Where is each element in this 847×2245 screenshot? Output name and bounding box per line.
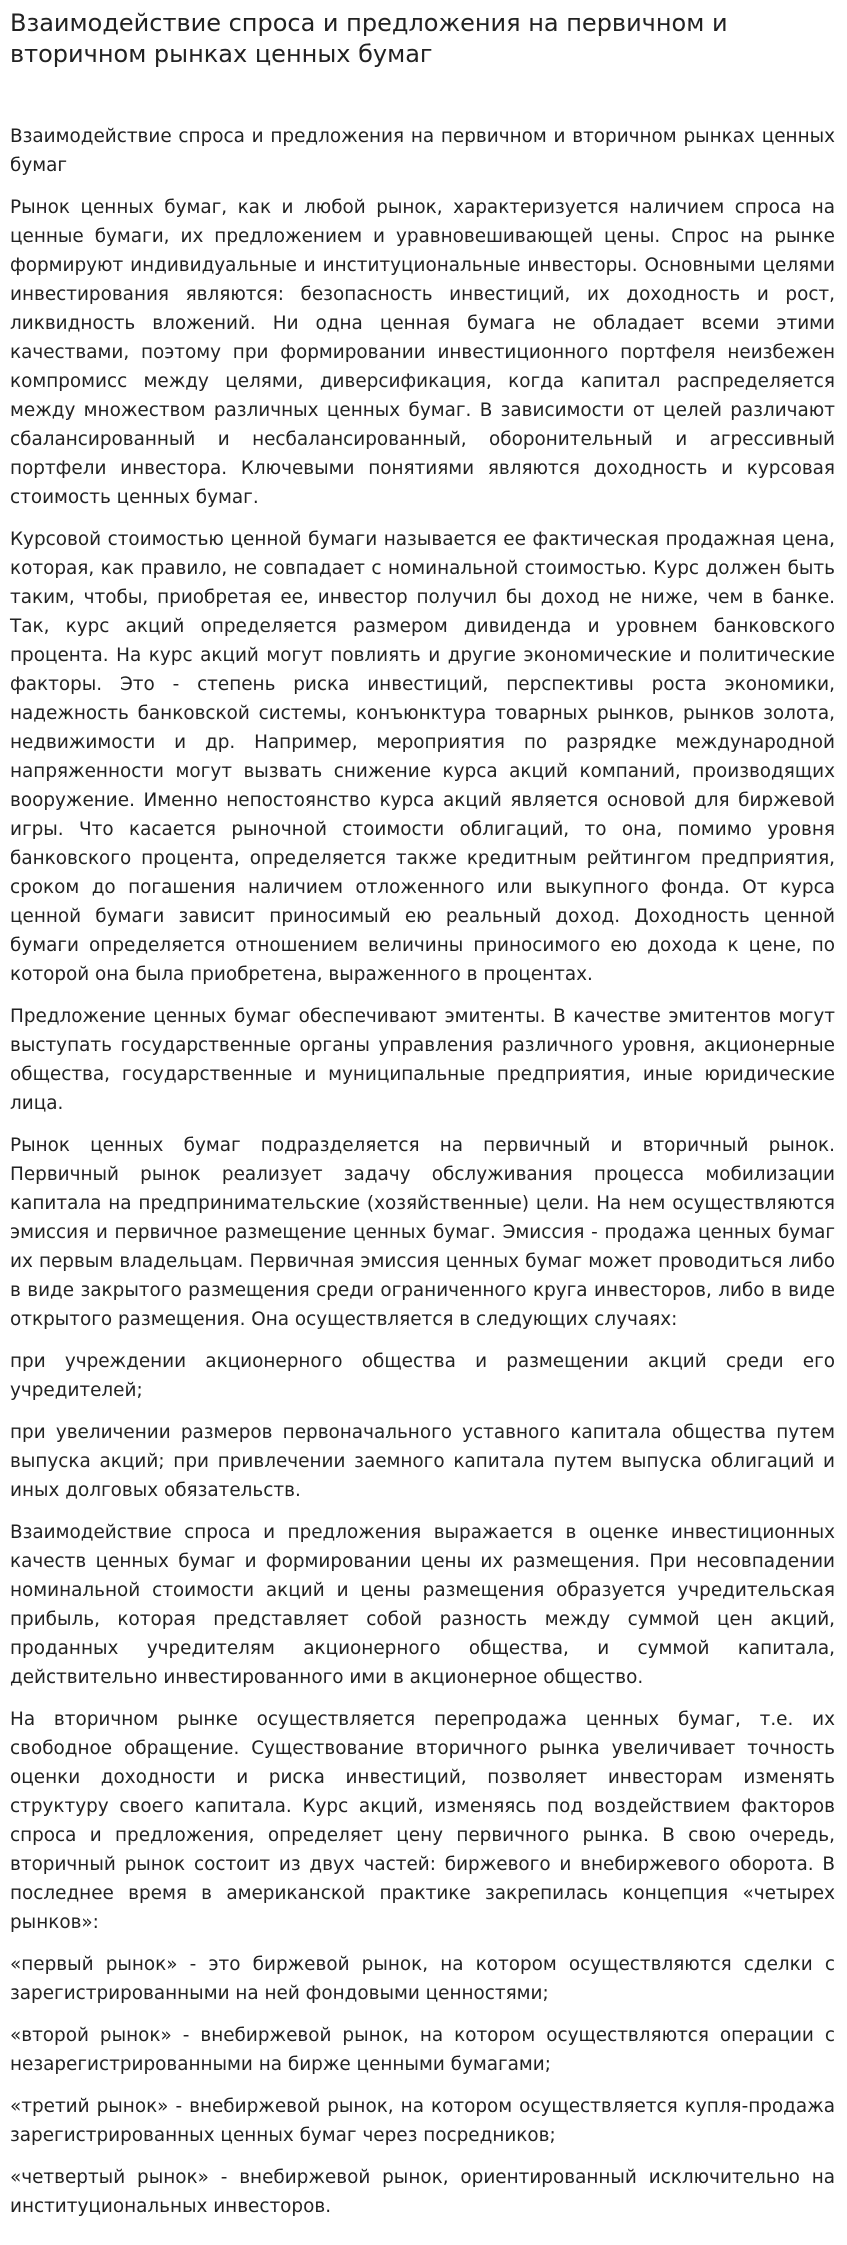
list-item-capital-increase: при увеличении размеров первоначального уставного капитала общества путем выпуска акций; при привлечении заемного капитала путем выпуска облигаций и иных долговых обязательств. <box>10 1422 835 1501</box>
paragraph-supply: Предложение ценных бумаг обеспечивают эмитенты. В качестве эмитентов могут выступать государственные органы управления различного уровня, акционерные общества, государственные и муниципальные предприятия, иные юридические лица. <box>10 1006 835 1114</box>
article-body <box>10 122 835 2221</box>
subtitle-paragraph: Взаимодействие спроса и предложения на первичном и вторичном рынках ценных бумаг <box>10 126 835 176</box>
list-item-first-market: «первый рынок» - это биржевой рынок, на котором осуществляются сделки с зарегистрированными на ней фондовыми ценностями; <box>10 1954 835 2004</box>
list-item-fourth-market: «четвертый рынок» - внебиржевой рынок, ориентированный исключительно на институциональных инвесторов. <box>10 2167 835 2217</box>
paragraph-secondary-market: На вторичном рынке осуществляется перепродажа ценных бумаг, т.е. их свободное обращение. Существование вторичного рынка увеличивает точность оценки доходности и риска инвестиций, позволяет инвесторам изменять структуру своего капитала. Курс акций, изменяясь под воздействием факторов спроса и предложения, определяет цену первичного рынка. В свою очередь, вторичный рынок состоит из двух частей: биржевого и внебиржевого оборота. В последнее время в американской практике закрепилась концепция «четырех рынков»: <box>10 1709 835 1933</box>
paragraph-interaction: Взаимодействие спроса и предложения выражается в оценке инвестиционных качеств ценных бумаг и формировании цены их размещения. При несовпадении номинальной стоимости акций и цены размещения образуется учредительская прибыль, которая представляет собой разность между суммой цен акций, проданных учредителям акционерного общества, и суммой капитала, действительно инвестированного ими в акционерное общество. <box>10 1522 835 1688</box>
paragraph-market-price: Курсовой стоимостью ценной бумаги называется ее фактическая продажная цена, которая, как правило, не совпадает с номинальной стоимостью. Курс должен быть таким, чтобы, приобретая ее, инвестор получил бы доход не ниже, чем в банке. Так, курс акций определяется размером дивиденда и уровнем банковского процента. На курс акций могут повлиять и другие экономические и политические факторы. Это - степень риска инвестиций, перспективы роста экономики, надежность банковской системы, конъюнктура товарных рынков, рынков золота, недвижимости и др. Например, мероприятия по разрядке международной напряженности могут вызвать снижение курса акций компаний, производящих вооружение. Именно непостоянство курса акций является основой для биржевой игры. Что касается рыночной стоимости облигаций, то она, помимо уровня банковского процента, определяется также кредитным рейтингом предприятия, сроком до погашения наличием отложенного или выкупного фонда. От курса ценной бумаги зависит приносимый ею реальный доход. Доходность ценной бумаги определяется отношением величины приносимого ею дохода к цене, по которой она была приобретена, выраженного в процентах. <box>10 529 835 985</box>
page-title: Взаимодействие спроса и предложения на первичном и вторичном рынках ценных бумаг <box>10 9 728 68</box>
paragraph-market-demand: Рынок ценных бумаг, как и любой рынок, характеризуется наличием спроса на ценные бумаги, их предложением и уравновешивающей цены. Спрос на рынке формируют индивидуальные и институциональные инвесторы. Основными целями инвестирования являются: безопасность инвестиций, их доходность и рост, ликвидность вложений. Ни одна ценная бумага не обладает всеми этими качествами, поэтому при формировании инвестиционного портфеля неизбежен компромисс между целями, диверсификация, когда капитал распределяется между множеством различных ценных бумаг. В зависимости от целей различают сбалансированный и несбалансированный, оборонительный и агрессивный портфели инвестора. Ключевыми понятиями являются доходность и курсовая стоимость ценных бумаг. <box>10 197 835 508</box>
list-item-founding: при учреждении акционерного общества и размещении акций среди его учредителей; <box>10 1351 835 1401</box>
paragraph-primary-market: Рынок ценных бумаг подразделяется на первичный и вторичный рынок. Первичный рынок реализует задачу обслуживания процесса мобилизации капитала на предпринимательские (хозяйственные) цели. На нем осуществляются эмиссия и первичное размещение ценных бумаг. Эмиссия - продажа ценных бумаг их первым владельцам. Первичная эмиссия ценных бумаг может проводиться либо в виде закрытого размещения среди ограниченного круга инвесторов, либо в виде открытого размещения. Она осуществляется в следующих случаях: <box>10 1135 835 1330</box>
list-item-third-market: «третий рынок» - внебиржевой рынок, на котором осуществляется купля-продажа зарегистрированных ценных бумаг через посредников; <box>10 2096 835 2146</box>
list-item-second-market: «второй рынок» - внебиржевой рынок, на котором осуществляются операции с незарегистрированными на бирже ценными бумагами; <box>10 2025 835 2075</box>
